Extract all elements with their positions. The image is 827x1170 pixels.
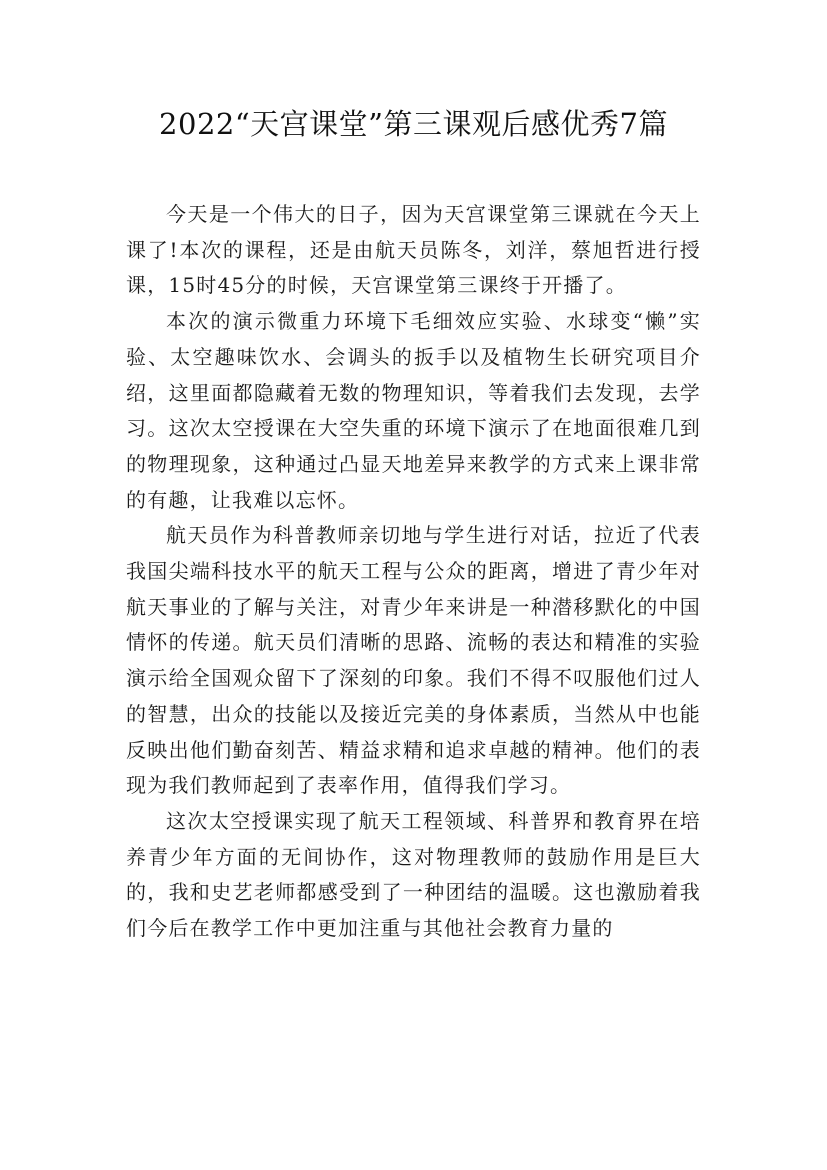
- paragraph-1: 今天是一个伟大的日子，因为天宫课堂第三课就在今天上课了!本次的课程，还是由航天员陈冬，刘洋，蔡旭哲进行授课，15时45分的时候，天宫课堂第三课终于开播了。: [126, 202, 701, 298]
- paragraph-4: 这次太空授课实现了航天工程领域、科普界和教育界在培养青少年方面的无间协作，这对物理教师的鼓励作用是巨大的，我和史艺老师都感受到了一种团结的温暖。这也激励着我们今后在教学工作中更加注重与其他社会教育力量的: [126, 808, 701, 941]
- document-title: 2022“天宫课堂”第三课观后感优秀7篇: [159, 107, 668, 141]
- document-body: [126, 197, 701, 947]
- paragraph-2: 本次的演示微重力环境下毛细效应实验、水球变“懒”实验、太空趣味饮水、会调头的扳手以及植物生长研究项目介绍，这里面都隐藏着无数的物理知识，等着我们去发现，去学习。这次太空授课在大空失重的环境下演示了在地面很难几到的物理现象，这种通过凸显天地差异来教学的方式来上课非常的有趣，让我难以忘怀。: [126, 309, 701, 512]
- paragraph-3: 航天员作为科普教师亲切地与学生进行对话，拉近了代表我国尖端科技水平的航天工程与公众的距离，增进了青少年对航天事业的了解与关注，对青少年来讲是一种潜移默化的中国情怀的传递。航天员们清晰的思路、流畅的表达和精准的实验演示给全国观众留下了深刻的印象。我们不得不叹服他们过人的智慧，出众的技能以及接近完美的身体素质，当然从中也能反映出他们勤奋刻苦、精益求精和追求卓越的精神。他们的表现为我们教师起到了表率作用，值得我们学习。: [126, 523, 701, 798]
